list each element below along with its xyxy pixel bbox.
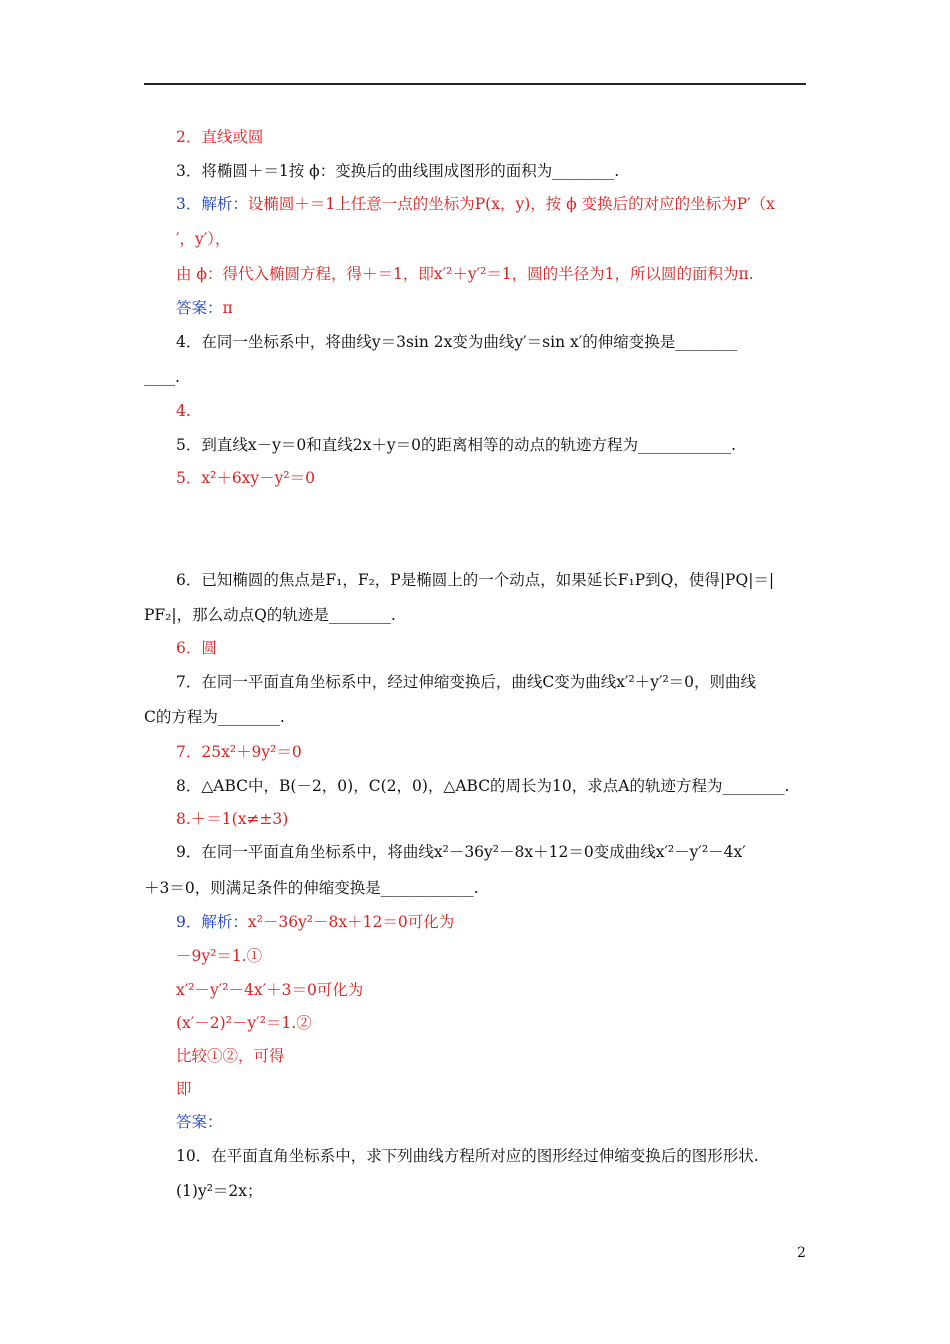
solution-9-line-6: 即 <box>176 1080 192 1098</box>
answer-3 <box>176 297 233 319</box>
answer-label: 答案： <box>176 299 223 317</box>
question-8: 8．△ABC中，B(－2，0)，C(2，0)，△ABC的周长为10，求点A的轨迹方程为________. <box>176 777 790 795</box>
question-7-line-2: C的方程为________. <box>144 708 285 726</box>
solution-3-line-1 <box>176 193 775 215</box>
solution-9-line-3: x′²－y′²－4x′＋3＝0可化为 <box>176 981 364 999</box>
answer-2: 2．直线或圆 <box>176 128 264 146</box>
answer-6: 6．圆 <box>176 639 217 657</box>
answer-value: π <box>222 299 233 317</box>
solution-text: x²－36y²－8x＋12＝0可化为 <box>247 913 455 931</box>
question-4-line-2: ____. <box>144 368 180 386</box>
solution-3-line-3: 由 ϕ：得代入椭圆方程，得＋＝1，即x′²＋y′²＝1，圆的半径为1，所以圆的面积为π. <box>176 265 754 283</box>
question-9-line-1: 9．在同一平面直角坐标系中，将曲线x²－36y²－8x＋12＝0变成曲线x′²－y′²－4x′ <box>176 843 746 861</box>
solution-9-line-1 <box>176 911 454 933</box>
solution-9-line-4: (x′－2)²－y′²＝1.② <box>176 1014 312 1032</box>
question-10-line-1: 10．在平面直角坐标系中，求下列曲线方程所对应的图形经过伸缩变换后的图形形状. <box>176 1147 759 1165</box>
solution-3-line-2: ′，y′）， <box>176 230 231 248</box>
question-6-line-1: 6．已知椭圆的焦点是F₁，F₂，P是椭圆上的一个动点，如果延长F₁P到Q，使得|PQ|＝| <box>176 571 775 589</box>
question-3: 3．将椭圆＋＝1按 ϕ：变换后的曲线围成图形的面积为________. <box>176 162 620 180</box>
question-10-line-2: (1)y²＝2x； <box>176 1182 263 1200</box>
solution-9-line-2: －9y²＝1.① <box>176 947 263 965</box>
question-4-line-1: 4．在同一坐标系中，将曲线y＝3sin 2x变为曲线y′＝sin x′的伸缩变换是________ <box>176 333 738 351</box>
solution-label: 3．解析： <box>176 195 248 213</box>
question-9-line-2: ＋3＝0，则满足条件的伸缩变换是____________. <box>144 879 479 897</box>
answer-4: 4. <box>176 402 191 420</box>
question-5: 5．到直线x－y＝0和直线2x＋y＝0的距离相等的动点的轨迹方程为____________. <box>176 436 736 454</box>
solution-label: 9．解析： <box>176 913 248 931</box>
answer-5: 5．x²＋6xy－y²＝0 <box>176 469 316 487</box>
solution-9-line-5: 比较①②，可得 <box>176 1047 285 1065</box>
question-6-line-2: PF₂|，那么动点Q的轨迹是________. <box>144 606 396 624</box>
solution-text: 设椭圆＋＝1上任意一点的坐标为P(x，y)，按 ϕ 变换后的对应的坐标为P′（x <box>247 195 775 213</box>
answer-8: 8.＋＝1(x≠±3) <box>176 810 289 828</box>
question-7-line-1: 7．在同一平面直角坐标系中，经过伸缩变换后，曲线C变为曲线x′²＋y′²＝0，则曲线 <box>176 673 757 691</box>
header-rule <box>144 83 806 85</box>
answer-9-label: 答案： <box>176 1113 223 1131</box>
answer-7: 7．25x²＋9y²＝0 <box>176 743 302 761</box>
page-number: 2 <box>797 1245 806 1261</box>
